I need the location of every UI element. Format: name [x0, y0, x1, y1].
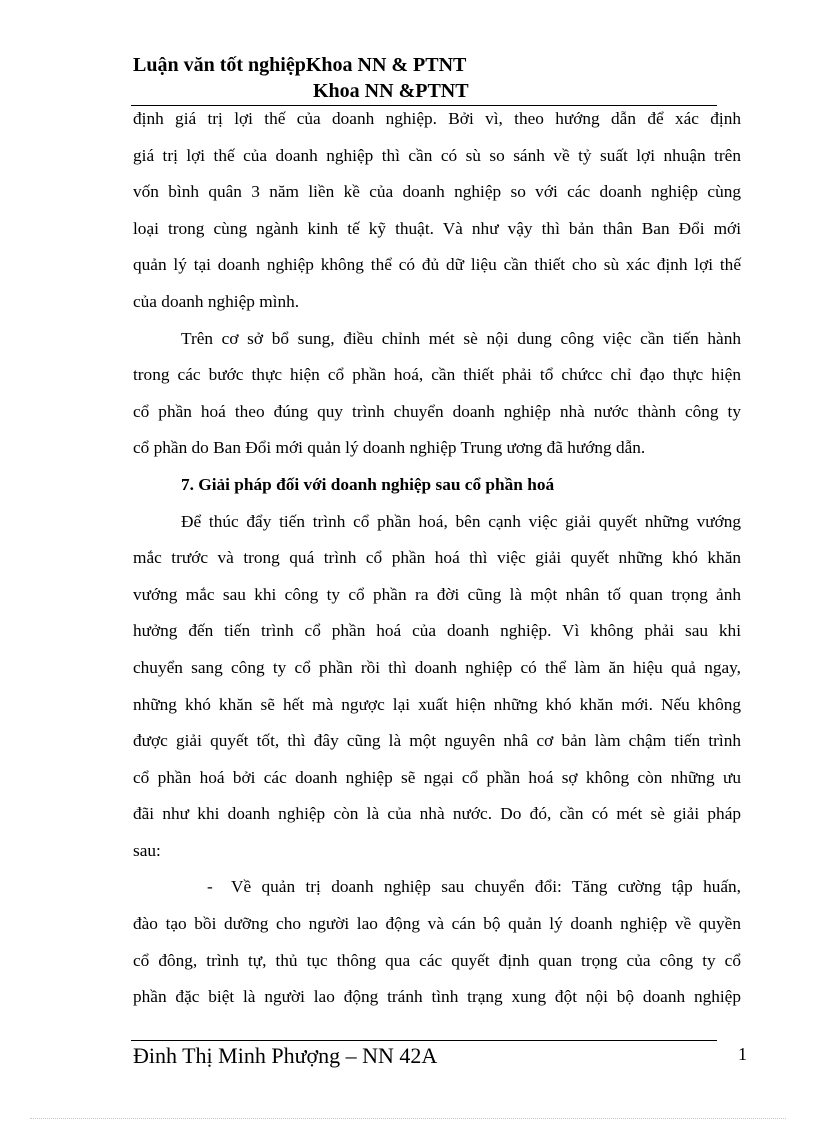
bullet-item	[133, 869, 741, 906]
body-line: cổ phần hoá theo đúng quy trình chuyển doanh nghiệp nhà nước thành công ty	[133, 401, 741, 421]
body-line: cổ phần hoá bởi các doanh nghiệp sẽ ngại cổ phần hoá sợ không còn những ưu	[133, 767, 741, 787]
body-line: đào tạo bồi dưỡng cho người lao động và cán bộ quản lý doanh nghiệp về quyền	[133, 914, 741, 934]
body-line: mắc trước và trong quá trình cổ phần hoá thì việc giải quyết những khó khăn	[133, 548, 741, 568]
bullet-text: Về quản trị doanh nghiệp sau chuyển đổi: Tăng cường tập huấn,	[231, 877, 741, 897]
bullet-dash: -	[207, 877, 213, 897]
page-bottom-border	[30, 1118, 786, 1119]
page-number: 1	[738, 1044, 747, 1064]
body-line: quản lý tại doanh nghiệp không thể có đủ dữ liệu cần thiết cho sù xác định lợi thế	[133, 255, 741, 275]
body-line: đãi như khi doanh nghiệp còn là của nhà nước. Do đó, cần có mét sè giải pháp	[133, 804, 741, 824]
footer-divider	[131, 1040, 717, 1041]
body-line: hưởng đến tiến trình cổ phần hoá của doanh nghiệp. Vì không phải sau khi	[133, 621, 741, 641]
body-line: định giá trị lợi thế của doanh nghiệp. Bởi vì, theo hướng dẫn để xác định	[133, 109, 741, 128]
body-line: cổ đông, trình tự, thủ tục thông qua các quyết định quan trọng của công ty cổ	[133, 950, 741, 970]
document-body	[133, 101, 741, 1016]
body-line: Để thúc đẩy tiến trình cổ phần hoá, bên cạnh việc giải quyết những vướng	[181, 511, 741, 531]
body-line: được giải quyết tốt, thì đây cũng là một nguyên nhâ cơ bản làm chậm tiến trình	[133, 731, 741, 751]
body-line: sau:	[133, 840, 161, 860]
body-line: vốn bình quân 3 năm liền kề của doanh nghiệp so với các doanh nghiệp cùng	[133, 182, 741, 202]
header-faculty: Khoa NN &PTNT	[313, 80, 469, 102]
body-line: loại trong cùng ngành kinh tế kỹ thuật. Và như vậy thì bản thân Ban Đổi mới	[133, 218, 741, 238]
body-line: phần đặc biệt là người lao động tránh tình trạng xung đột nội bộ doanh nghiệp	[133, 987, 741, 1007]
body-line: giá trị lợi thế của doanh nghiệp thì cần có sù so sánh về tỷ suất lợi nhuận trên	[133, 145, 741, 165]
header-thesis-title: Luận văn tốt nghiệpKhoa NN & PTNT	[133, 54, 467, 76]
body-line: của doanh nghiệp mình.	[133, 291, 300, 311]
body-line: vướng mắc sau khi công ty cổ phần ra đời cũng là một nhân tố quan trọng ảnh	[133, 584, 741, 604]
body-line: trong các bước thực hiện cổ phần hoá, cần thiết phải tổ chứcc chỉ đạo thực hiện	[133, 365, 741, 385]
body-line: chuyển sang công ty cổ phần rồi thì doanh nghiệp có thể làm ăn hiệu quả ngay,	[133, 657, 741, 677]
footer-author: Đinh Thị Minh Phượng – NN 42A	[133, 1043, 438, 1068]
body-line: Trên cơ sở bổ sung, điều chỉnh mét sè nội dung công việc cần tiến hành	[181, 328, 741, 348]
section-heading: 7. Giải pháp đối với doanh nghiệp sau cổ phần hoá	[181, 474, 555, 494]
body-line: cổ phần do Ban Đổi mới quản lý doanh nghiệp Trung ương đã hướng dẫn.	[133, 438, 646, 458]
body-line: những khó khăn sẽ hết mà ngược lại xuất hiện những khó khăn mới. Nếu không	[133, 694, 741, 714]
